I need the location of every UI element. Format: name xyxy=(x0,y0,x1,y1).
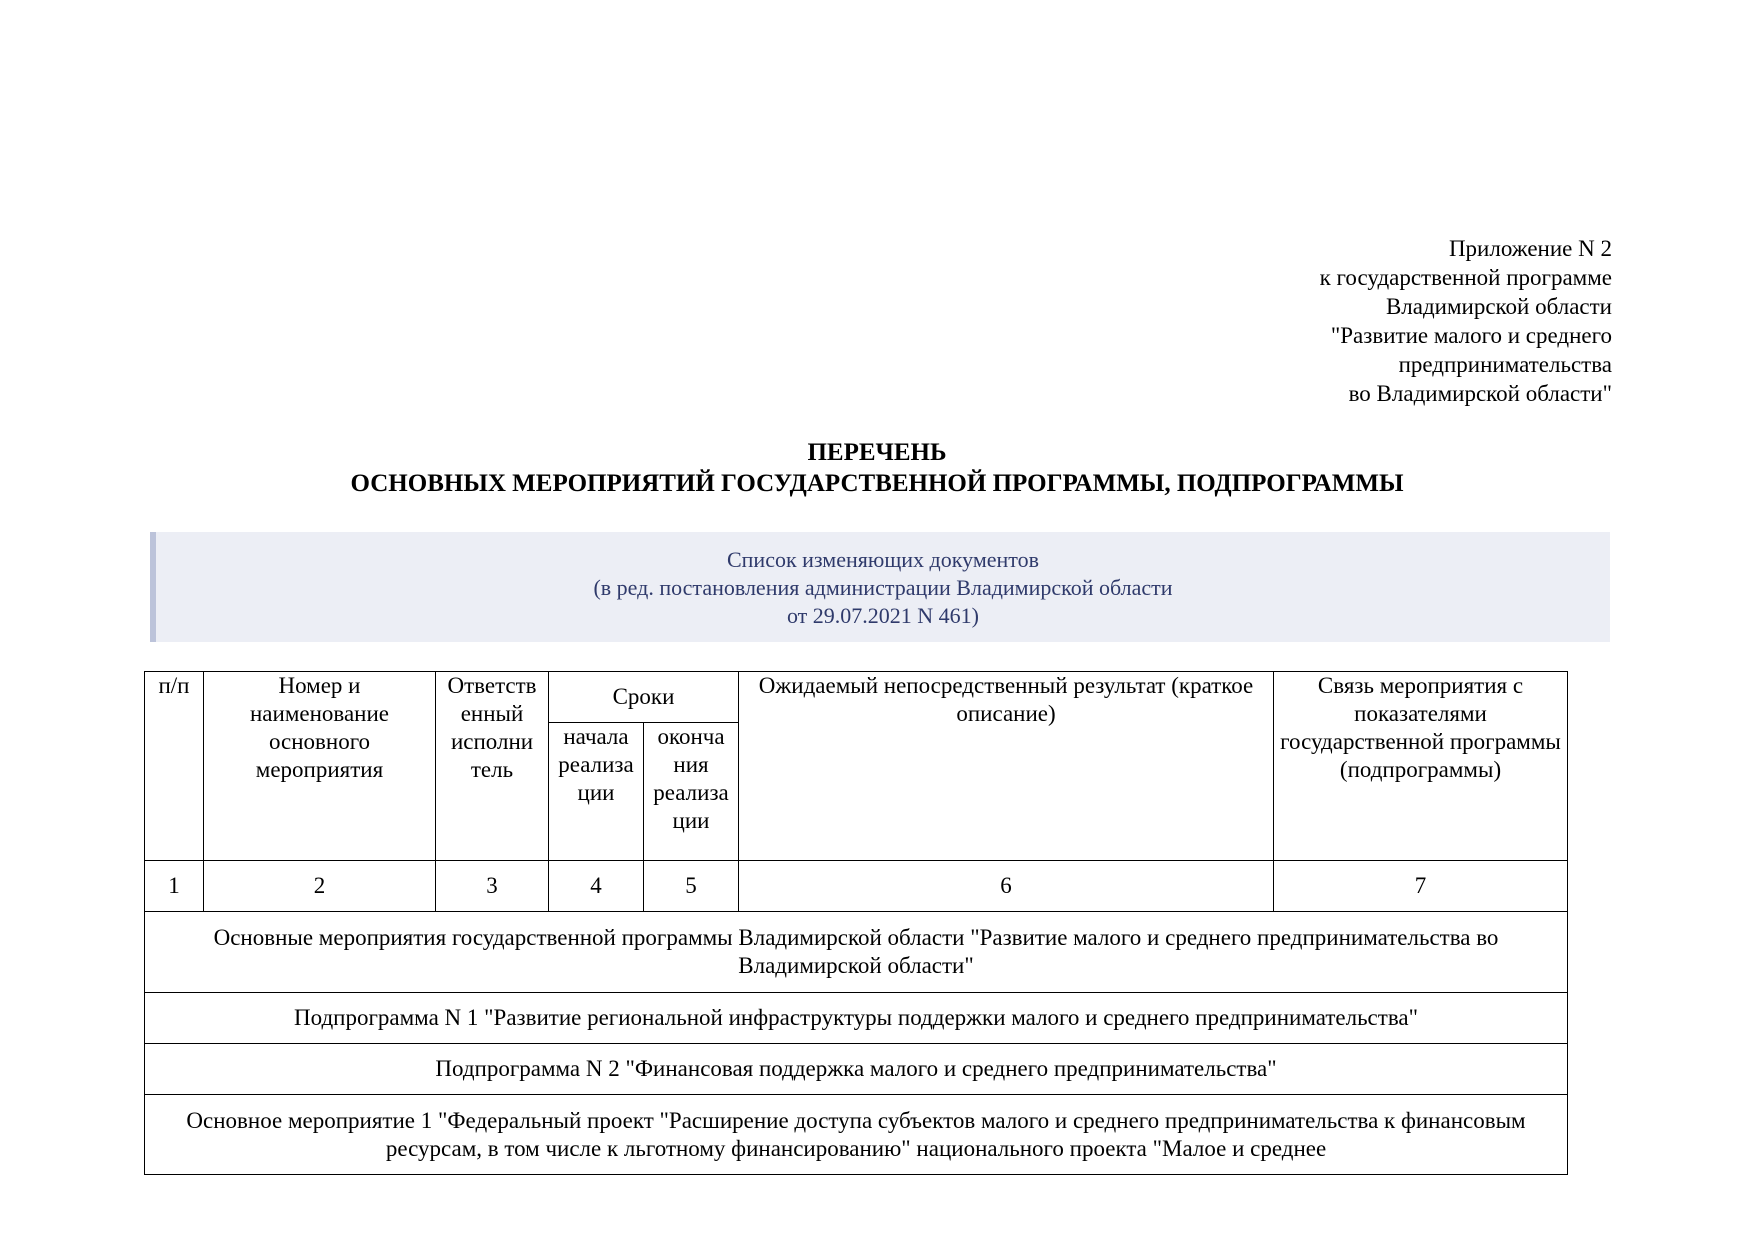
header-cell-expected-result: Ожидаемый непосредственный результат (краткое описание) xyxy=(739,672,1274,861)
header-cell-start: начала реализа ции xyxy=(549,723,644,861)
changes-line: (в ред. постановления администрации Владимирской области xyxy=(593,575,1173,600)
table-row xyxy=(145,912,1568,993)
section-subprogram-1: Подпрограмма N 1 "Развитие региональной инфраструктуры поддержки малого и среднего предпринимательства" xyxy=(145,993,1568,1044)
appendix-block xyxy=(1320,234,1612,408)
header-cell-measure-name: Номер и наименование основного мероприятия xyxy=(204,672,436,861)
table-row xyxy=(145,1044,1568,1095)
title-line-2: ОСНОВНЫХ МЕРОПРИЯТИЙ ГОСУДАРСТВЕННОЙ ПРОГРАММЫ, ПОДПРОГРАММЫ xyxy=(350,470,1404,497)
column-number: 5 xyxy=(644,861,739,912)
measures-table xyxy=(144,671,1568,1175)
header-cell-indicators-link: Связь мероприятия с показателями государственной программы (подпрограммы) xyxy=(1274,672,1568,861)
column-number: 1 xyxy=(145,861,204,912)
appendix-line: Владимирской области xyxy=(1385,294,1612,319)
header-row xyxy=(145,672,1568,723)
header-cell-terms: Сроки xyxy=(549,672,739,723)
appendix-line: "Развитие малого и среднего xyxy=(1330,323,1612,348)
column-numbers-row xyxy=(145,861,1568,912)
section-main-measures: Основные мероприятия государственной программы Владимирской области "Развитие малого и среднего предпринимательства во Владимирской области" xyxy=(145,912,1568,993)
changes-line: от 29.07.2021 N 461) xyxy=(786,603,980,628)
appendix-line: Приложение N 2 xyxy=(1448,236,1612,261)
table-row xyxy=(145,993,1568,1044)
table-row xyxy=(145,1095,1568,1175)
column-number: 7 xyxy=(1274,861,1568,912)
column-number: 2 xyxy=(204,861,436,912)
header-cell-responsible: Ответств енный исполни тель xyxy=(436,672,549,861)
title-line-1: ПЕРЕЧЕНЬ xyxy=(807,439,947,466)
document-title xyxy=(0,437,1754,499)
header-cell-end: оконча ния реализа ции xyxy=(644,723,739,861)
appendix-line: во Владимирской области" xyxy=(1348,381,1612,406)
appendix-line: к государственной программе xyxy=(1319,265,1612,290)
changes-heading: Список изменяющих документов xyxy=(726,547,1039,572)
header-cell-number: п/п xyxy=(145,672,204,861)
column-number: 3 xyxy=(436,861,549,912)
column-number: 6 xyxy=(739,861,1274,912)
changes-box xyxy=(150,532,1610,642)
appendix-line: предпринимательства xyxy=(1398,352,1612,377)
section-main-measure-1: Основное мероприятие 1 "Федеральный проект "Расширение доступа субъектов малого и среднего предпринимательства к финансовым ресурсам, в том числе к льготному финансированию" национального проекта "Малое и среднее xyxy=(145,1095,1568,1175)
section-subprogram-2: Подпрограмма N 2 "Финансовая поддержка малого и среднего предпринимательства" xyxy=(145,1044,1568,1095)
column-number: 4 xyxy=(549,861,644,912)
